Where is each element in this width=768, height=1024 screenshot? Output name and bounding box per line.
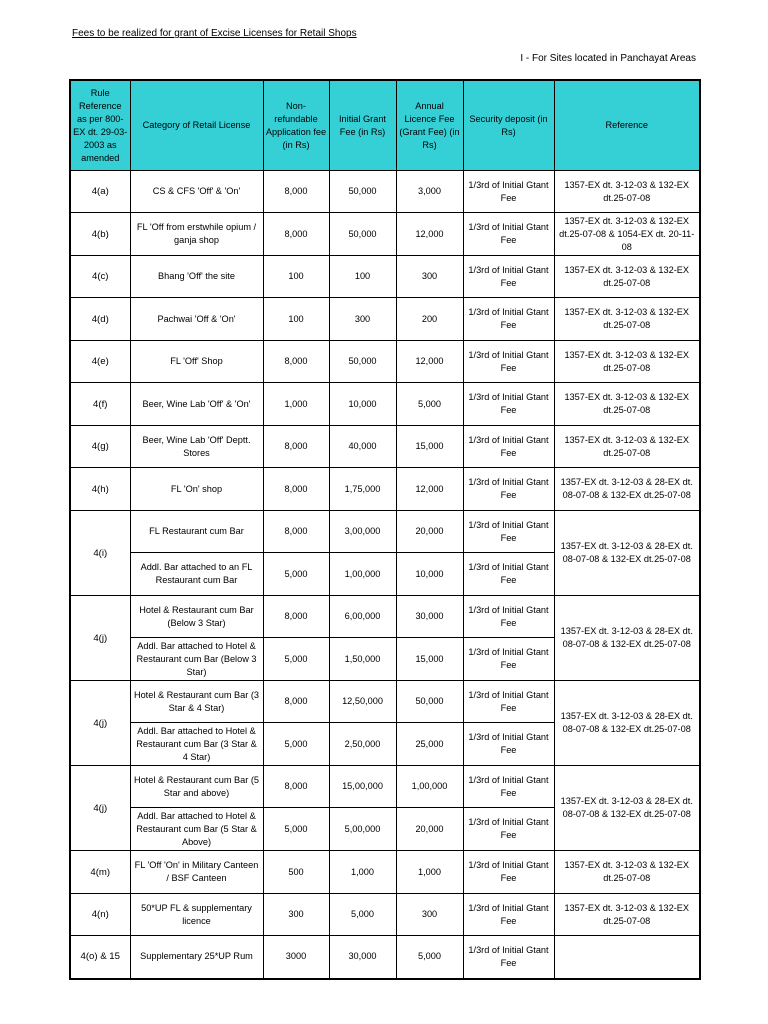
rule-reference-cell: 4(n) [70, 894, 130, 936]
annual-licence-fee-cell: 200 [396, 298, 463, 341]
table-row [70, 851, 700, 894]
security-deposit-cell: 1/3rd of Initial Gtant Fee [463, 213, 554, 256]
security-deposit-cell: 1/3rd of Initial Gtant Fee [463, 638, 554, 681]
application-fee-cell: 100 [263, 298, 329, 341]
security-deposit-cell: 1/3rd of Initial Gtant Fee [463, 553, 554, 596]
table-row [70, 298, 700, 341]
annual-licence-fee-cell: 15,000 [396, 426, 463, 468]
annual-licence-fee-cell: 12,000 [396, 213, 463, 256]
security-deposit-cell: 1/3rd of Initial Gtant Fee [463, 298, 554, 341]
category-cell: CS & CFS 'Off' & 'On' [130, 171, 263, 213]
category-cell: Supplementary 25*UP Rum [130, 936, 263, 979]
reference-cell: 1357-EX dt. 3-12-03 & 132-EX dt.25-07-08 [554, 426, 700, 468]
application-fee-cell: 5,000 [263, 723, 329, 766]
application-fee-cell: 5,000 [263, 553, 329, 596]
rule-reference-cell: 4(j) [70, 681, 130, 766]
security-deposit-cell: 1/3rd of Initial Gtant Fee [463, 766, 554, 808]
category-cell: FL 'Off 'On' in Military Canteen / BSF Canteen [130, 851, 263, 894]
rule-reference-cell: 4(i) [70, 511, 130, 596]
security-deposit-cell: 1/3rd of Initial Gtant Fee [463, 511, 554, 553]
initial-grant-fee-cell: 1,75,000 [329, 468, 396, 511]
initial-grant-fee-cell: 15,00,000 [329, 766, 396, 808]
column-header-security-deposit: Security deposit (in Rs) [463, 80, 554, 171]
table-row [70, 936, 700, 979]
application-fee-cell: 300 [263, 894, 329, 936]
table-row [70, 681, 700, 723]
table-row [70, 426, 700, 468]
initial-grant-fee-cell: 50,000 [329, 213, 396, 256]
application-fee-cell: 8,000 [263, 681, 329, 723]
annual-licence-fee-cell: 1,000 [396, 851, 463, 894]
category-cell: Beer, Wine Lab 'Off' Deptt. Stores [130, 426, 263, 468]
reference-cell: 1357-EX dt. 3-12-03 & 28-EX dt. 08-07-08 & 132-EX dt.25-07-08 [554, 766, 700, 851]
annual-licence-fee-cell: 30,000 [396, 596, 463, 638]
category-cell: FL 'On' shop [130, 468, 263, 511]
annual-licence-fee-cell: 25,000 [396, 723, 463, 766]
reference-cell: 1357-EX dt. 3-12-03 & 132-EX dt.25-07-08 [554, 894, 700, 936]
application-fee-cell: 3000 [263, 936, 329, 979]
column-header-reference: Reference [554, 80, 700, 171]
reference-cell: 1357-EX dt. 3-12-03 & 28-EX dt. 08-07-08 & 132-EX dt.25-07-08 [554, 596, 700, 681]
initial-grant-fee-cell: 12,50,000 [329, 681, 396, 723]
table-header [70, 80, 700, 171]
column-header-category: Category of Retail License [130, 80, 263, 171]
reference-cell: 1357-EX dt. 3-12-03 & 28-EX dt. 08-07-08 & 132-EX dt.25-07-08 [554, 681, 700, 766]
security-deposit-cell: 1/3rd of Initial Gtant Fee [463, 851, 554, 894]
reference-cell: 1357-EX dt. 3-12-03 & 132-EX dt.25-07-08 & 1054-EX dt. 20-11-08 [554, 213, 700, 256]
table-row [70, 213, 700, 256]
initial-grant-fee-cell: 10,000 [329, 383, 396, 426]
security-deposit-cell: 1/3rd of Initial Gtant Fee [463, 383, 554, 426]
initial-grant-fee-cell: 1,000 [329, 851, 396, 894]
rule-reference-cell: 4(o) & 15 [70, 936, 130, 979]
annual-licence-fee-cell: 3,000 [396, 171, 463, 213]
application-fee-cell: 5,000 [263, 808, 329, 851]
reference-cell: 1357-EX dt. 3-12-03 & 132-EX dt.25-07-08 [554, 851, 700, 894]
security-deposit-cell: 1/3rd of Initial Gtant Fee [463, 256, 554, 298]
rule-reference-cell: 4(b) [70, 213, 130, 256]
annual-licence-fee-cell: 5,000 [396, 936, 463, 979]
reference-cell: 1357-EX dt. 3-12-03 & 132-EX dt.25-07-08 [554, 341, 700, 383]
annual-licence-fee-cell: 20,000 [396, 808, 463, 851]
category-cell: Addl. Bar attached to an FL Restaurant cum Bar [130, 553, 263, 596]
initial-grant-fee-cell: 100 [329, 256, 396, 298]
rule-reference-cell: 4(c) [70, 256, 130, 298]
table-row [70, 256, 700, 298]
category-cell: Pachwai 'Off & 'On' [130, 298, 263, 341]
initial-grant-fee-cell: 40,000 [329, 426, 396, 468]
category-cell: FL Restaurant cum Bar [130, 511, 263, 553]
annual-licence-fee-cell: 20,000 [396, 511, 463, 553]
security-deposit-cell: 1/3rd of Initial Gtant Fee [463, 936, 554, 979]
application-fee-cell: 8,000 [263, 468, 329, 511]
category-cell: Addl. Bar attached to Hotel & Restaurant cum Bar (3 Star & 4 Star) [130, 723, 263, 766]
annual-licence-fee-cell: 300 [396, 256, 463, 298]
initial-grant-fee-cell: 2,50,000 [329, 723, 396, 766]
annual-licence-fee-cell: 12,000 [396, 468, 463, 511]
initial-grant-fee-cell: 6,00,000 [329, 596, 396, 638]
application-fee-cell: 8,000 [263, 213, 329, 256]
initial-grant-fee-cell: 1,50,000 [329, 638, 396, 681]
rule-reference-cell: 4(j) [70, 766, 130, 851]
security-deposit-cell: 1/3rd of Initial Gtant Fee [463, 341, 554, 383]
table-row [70, 341, 700, 383]
security-deposit-cell: 1/3rd of Initial Gtant Fee [463, 894, 554, 936]
column-header-rule: Rule Reference as per 800-EX dt. 29-03-2003 as amended [70, 80, 130, 171]
document-title: Fees to be realized for grant of Excise Licenses for Retail Shops [72, 28, 357, 39]
annual-licence-fee-cell: 1,00,000 [396, 766, 463, 808]
table-row [70, 766, 700, 808]
application-fee-cell: 8,000 [263, 426, 329, 468]
table-row [70, 171, 700, 213]
application-fee-cell: 1,000 [263, 383, 329, 426]
fees-table [69, 79, 701, 980]
application-fee-cell: 8,000 [263, 511, 329, 553]
application-fee-cell: 500 [263, 851, 329, 894]
annual-licence-fee-cell: 10,000 [396, 553, 463, 596]
table-row [70, 596, 700, 638]
table-row [70, 468, 700, 511]
reference-cell: 1357-EX dt. 3-12-03 & 28-EX dt. 08-07-08 & 132-EX dt.25-07-08 [554, 468, 700, 511]
table-row [70, 511, 700, 553]
application-fee-cell: 8,000 [263, 341, 329, 383]
application-fee-cell: 5,000 [263, 638, 329, 681]
column-header-initial-grant-fee: Initial Grant Fee (in Rs) [329, 80, 396, 171]
security-deposit-cell: 1/3rd of Initial Gtant Fee [463, 681, 554, 723]
annual-licence-fee-cell: 300 [396, 894, 463, 936]
application-fee-cell: 100 [263, 256, 329, 298]
category-cell: Beer, Wine Lab 'Off' & 'On' [130, 383, 263, 426]
rule-reference-cell: 4(j) [70, 596, 130, 681]
application-fee-cell: 8,000 [263, 766, 329, 808]
category-cell: Hotel & Restaurant cum Bar (Below 3 Star) [130, 596, 263, 638]
category-cell: FL 'Off' Shop [130, 341, 263, 383]
reference-cell [554, 936, 700, 979]
column-header-application-fee: Non-refundable Application fee (in Rs) [263, 80, 329, 171]
annual-licence-fee-cell: 12,000 [396, 341, 463, 383]
security-deposit-cell: 1/3rd of Initial Gtant Fee [463, 723, 554, 766]
annual-licence-fee-cell: 15,000 [396, 638, 463, 681]
initial-grant-fee-cell: 300 [329, 298, 396, 341]
security-deposit-cell: 1/3rd of Initial Gtant Fee [463, 171, 554, 213]
rule-reference-cell: 4(m) [70, 851, 130, 894]
security-deposit-cell: 1/3rd of Initial Gtant Fee [463, 426, 554, 468]
initial-grant-fee-cell: 3,00,000 [329, 511, 396, 553]
reference-cell: 1357-EX dt. 3-12-03 & 132-EX dt.25-07-08 [554, 256, 700, 298]
column-header-annual-licence-fee: Annual Licence Fee (Grant Fee) (in Rs) [396, 80, 463, 171]
rule-reference-cell: 4(h) [70, 468, 130, 511]
application-fee-cell: 8,000 [263, 171, 329, 213]
initial-grant-fee-cell: 5,00,000 [329, 808, 396, 851]
category-cell: FL 'Off from erstwhile opium / ganja shop [130, 213, 263, 256]
security-deposit-cell: 1/3rd of Initial Gtant Fee [463, 596, 554, 638]
category-cell: Addl. Bar attached to Hotel & Restaurant cum Bar (Below 3 Star) [130, 638, 263, 681]
rule-reference-cell: 4(e) [70, 341, 130, 383]
initial-grant-fee-cell: 1,00,000 [329, 553, 396, 596]
document-subtitle: I - For Sites located in Panchayat Areas [520, 53, 696, 64]
reference-cell: 1357-EX dt. 3-12-03 & 132-EX dt.25-07-08 [554, 171, 700, 213]
security-deposit-cell: 1/3rd of Initial Gtant Fee [463, 808, 554, 851]
rule-reference-cell: 4(f) [70, 383, 130, 426]
category-cell: Hotel & Restaurant cum Bar (3 Star & 4 Star) [130, 681, 263, 723]
annual-licence-fee-cell: 5,000 [396, 383, 463, 426]
category-cell: 50*UP FL & supplementary licence [130, 894, 263, 936]
rule-reference-cell: 4(g) [70, 426, 130, 468]
initial-grant-fee-cell: 50,000 [329, 341, 396, 383]
rule-reference-cell: 4(a) [70, 171, 130, 213]
reference-cell: 1357-EX dt. 3-12-03 & 132-EX dt.25-07-08 [554, 383, 700, 426]
reference-cell: 1357-EX dt. 3-12-03 & 132-EX dt.25-07-08 [554, 298, 700, 341]
security-deposit-cell: 1/3rd of Initial Gtant Fee [463, 468, 554, 511]
initial-grant-fee-cell: 50,000 [329, 171, 396, 213]
reference-cell: 1357-EX dt. 3-12-03 & 28-EX dt. 08-07-08 & 132-EX dt.25-07-08 [554, 511, 700, 596]
table-body [70, 171, 700, 979]
category-cell: Hotel & Restaurant cum Bar (5 Star and above) [130, 766, 263, 808]
initial-grant-fee-cell: 5,000 [329, 894, 396, 936]
rule-reference-cell: 4(d) [70, 298, 130, 341]
category-cell: Bhang 'Off' the site [130, 256, 263, 298]
application-fee-cell: 8,000 [263, 596, 329, 638]
annual-licence-fee-cell: 50,000 [396, 681, 463, 723]
initial-grant-fee-cell: 30,000 [329, 936, 396, 979]
category-cell: Addl. Bar attached to Hotel & Restaurant cum Bar (5 Star & Above) [130, 808, 263, 851]
table-row [70, 383, 700, 426]
table-row [70, 894, 700, 936]
